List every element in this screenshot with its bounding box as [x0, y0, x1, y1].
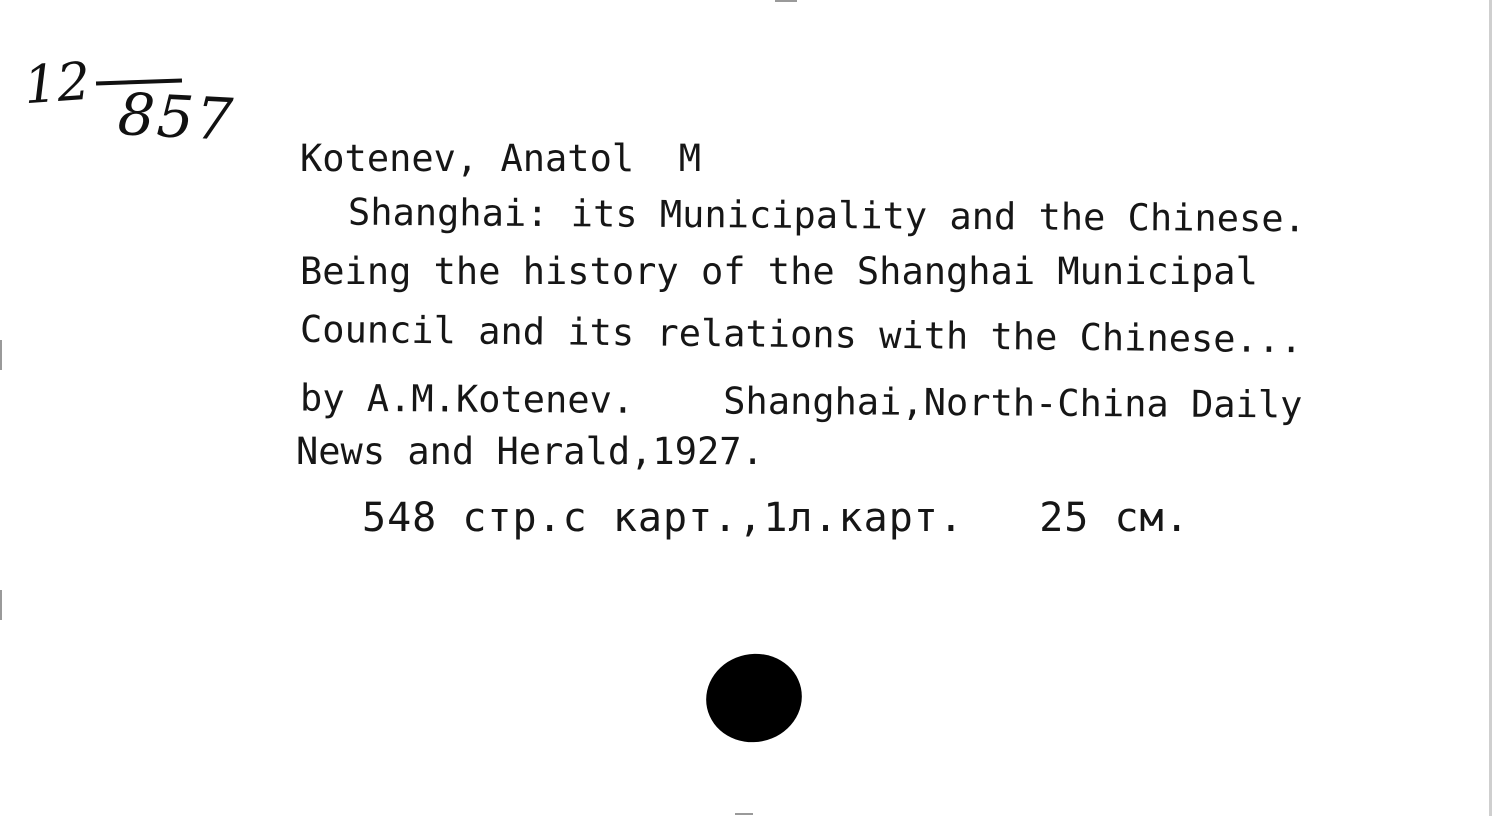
title-line: Being the history of the Shanghai Municipal: [300, 250, 1258, 293]
author-line: Kotenev, Anatol M: [300, 137, 701, 180]
title-line: Shanghai: its Municipality and the Chinese.: [347, 190, 1307, 241]
title-line: Council and its relations with the Chinese...: [299, 307, 1303, 362]
call-number-prefix: 12: [21, 51, 93, 117]
card-edge-mark: [735, 813, 753, 815]
imprint-line: by A.M.Kotenev. Shanghai,North-China Daily: [299, 376, 1303, 427]
card-edge-mark: [0, 590, 2, 620]
card-edge-mark: [0, 340, 2, 370]
imprint-line: News and Herald,1927.: [296, 430, 764, 473]
card-edge-mark: [775, 0, 797, 2]
call-number-suffix: 857: [116, 79, 237, 155]
punch-hole: [698, 645, 810, 751]
collation-line: 548 стр.с карт.,1л.карт. 25 см.: [362, 495, 1190, 541]
